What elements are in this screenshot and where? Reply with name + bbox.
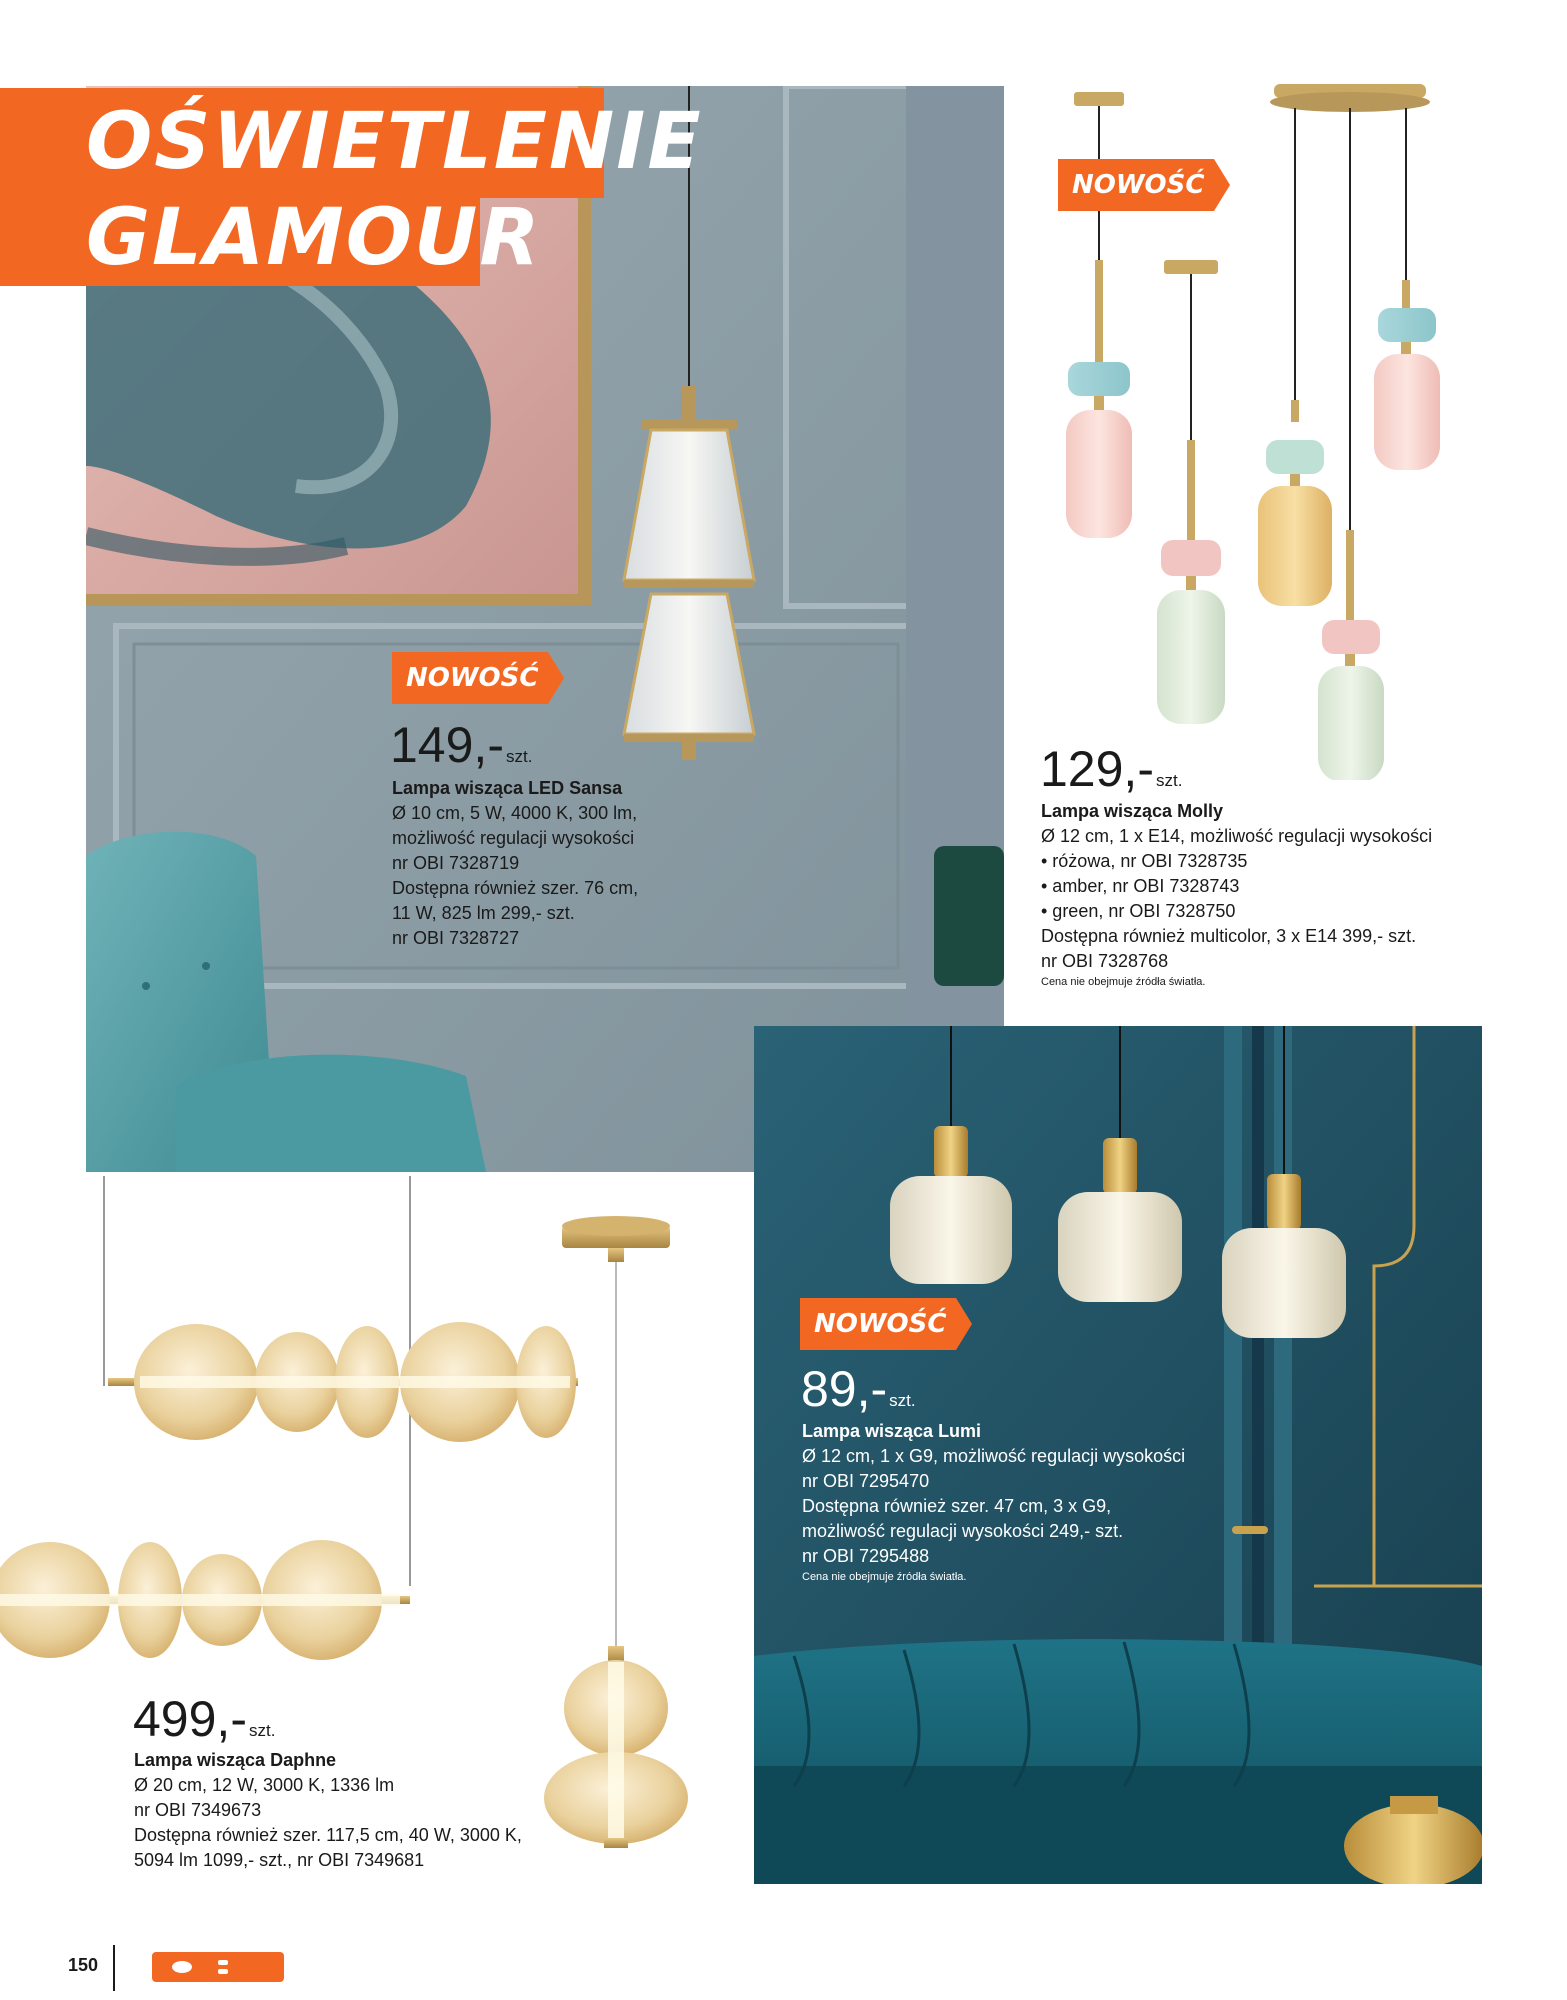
product-sansa	[392, 776, 732, 951]
price-molly	[1040, 741, 1183, 797]
product-spec-line: Dostępna również szer. 76 cm,	[392, 878, 639, 898]
price-value: 149,-	[390, 717, 504, 773]
product-spec-line: Ø 20 cm, 12 W, 3000 K, 1336 lm	[134, 1775, 395, 1795]
product-spec-line: nr OBI 7295470	[802, 1471, 930, 1491]
product-spec-line: • amber, nr OBI 7328743	[1041, 876, 1240, 896]
product-lumi	[802, 1419, 1282, 1585]
product-molly	[1041, 799, 1521, 990]
obi-logo	[150, 1948, 286, 1986]
price-note: Cena nie obejmuje źródła światła.	[1041, 976, 1206, 988]
price-unit: szt.	[248, 1721, 276, 1740]
page-number: 150	[68, 1955, 99, 1975]
price-unit: szt.	[889, 1391, 916, 1410]
page-title-line2: GLAMOUR	[86, 193, 542, 283]
product-spec-line: Dostępna również multicolor, 3 x E14 399,- szt.	[1041, 926, 1417, 946]
footer-divider	[113, 1945, 115, 1991]
product-name: Lampa wisząca LED Sansa	[392, 778, 623, 798]
obi-logo-mark	[150, 1948, 286, 1986]
product-spec-line: Ø 12 cm, 1 x E14, możliwość regulacji wysokości	[1041, 826, 1433, 846]
product-spec-line: Ø 12 cm, 1 x G9, możliwość regulacji wysokości	[802, 1446, 1186, 1466]
product-spec-line: nr OBI 7328727	[392, 928, 520, 948]
product-daphne	[134, 1748, 594, 1873]
product-spec-line: 11 W, 825 lm 299,- szt.	[392, 903, 575, 923]
product-spec-line: możliwość regulacji wysokości	[392, 828, 635, 848]
price-value: 129,-	[1040, 741, 1154, 797]
product-name: Lampa wisząca Daphne	[134, 1750, 337, 1770]
price-value: 499,-	[133, 1691, 247, 1747]
product-spec-line: Ø 10 cm, 5 W, 4000 K, 300 lm,	[392, 803, 638, 823]
product-spec-line: 5094 lm 1099,- szt., nr OBI 7349681	[134, 1850, 425, 1870]
product-spec-line: Dostępna również szer. 117,5 cm, 40 W, 3000 K,	[134, 1825, 522, 1845]
new-badge-sansa	[392, 652, 564, 704]
price-unit: szt.	[1155, 771, 1183, 790]
product-spec-line: nr OBI 7349673	[134, 1800, 262, 1820]
badge-arrow-icon	[548, 652, 564, 704]
price-note: Cena nie obejmuje źródła światła.	[802, 1571, 967, 1583]
price-daphne	[133, 1691, 276, 1747]
new-badge-label: NOWOŚĆ	[392, 652, 548, 704]
new-badge-label: NOWOŚĆ	[800, 1298, 956, 1350]
product-spec-line: nr OBI 7295488	[802, 1546, 930, 1566]
product-spec-line: nr OBI 7328719	[392, 853, 520, 873]
price-sansa	[390, 717, 533, 773]
product-spec-line: możliwość regulacji wysokości 249,- szt.	[802, 1521, 1124, 1541]
page-title-line1: OŚWIETLENIE	[86, 97, 703, 187]
badge-arrow-icon	[1214, 159, 1230, 211]
price-lumi	[801, 1361, 916, 1417]
new-badge-molly	[1058, 159, 1230, 211]
new-badge-label: NOWOŚĆ	[1058, 159, 1214, 211]
product-name: Lampa wisząca Molly	[1041, 801, 1224, 821]
product-name: Lampa wisząca Lumi	[802, 1421, 982, 1441]
price-unit: szt.	[505, 747, 533, 766]
product-spec-line: • green, nr OBI 7328750	[1041, 901, 1236, 921]
price-value: 89,-	[801, 1361, 888, 1417]
product-spec-line: nr OBI 7328768	[1041, 951, 1169, 971]
badge-arrow-icon	[956, 1298, 972, 1350]
product-spec-line: • różowa, nr OBI 7328735	[1041, 851, 1248, 871]
new-badge-lumi	[800, 1298, 972, 1350]
product-spec-line: Dostępna również szer. 47 cm, 3 x G9,	[802, 1496, 1112, 1516]
